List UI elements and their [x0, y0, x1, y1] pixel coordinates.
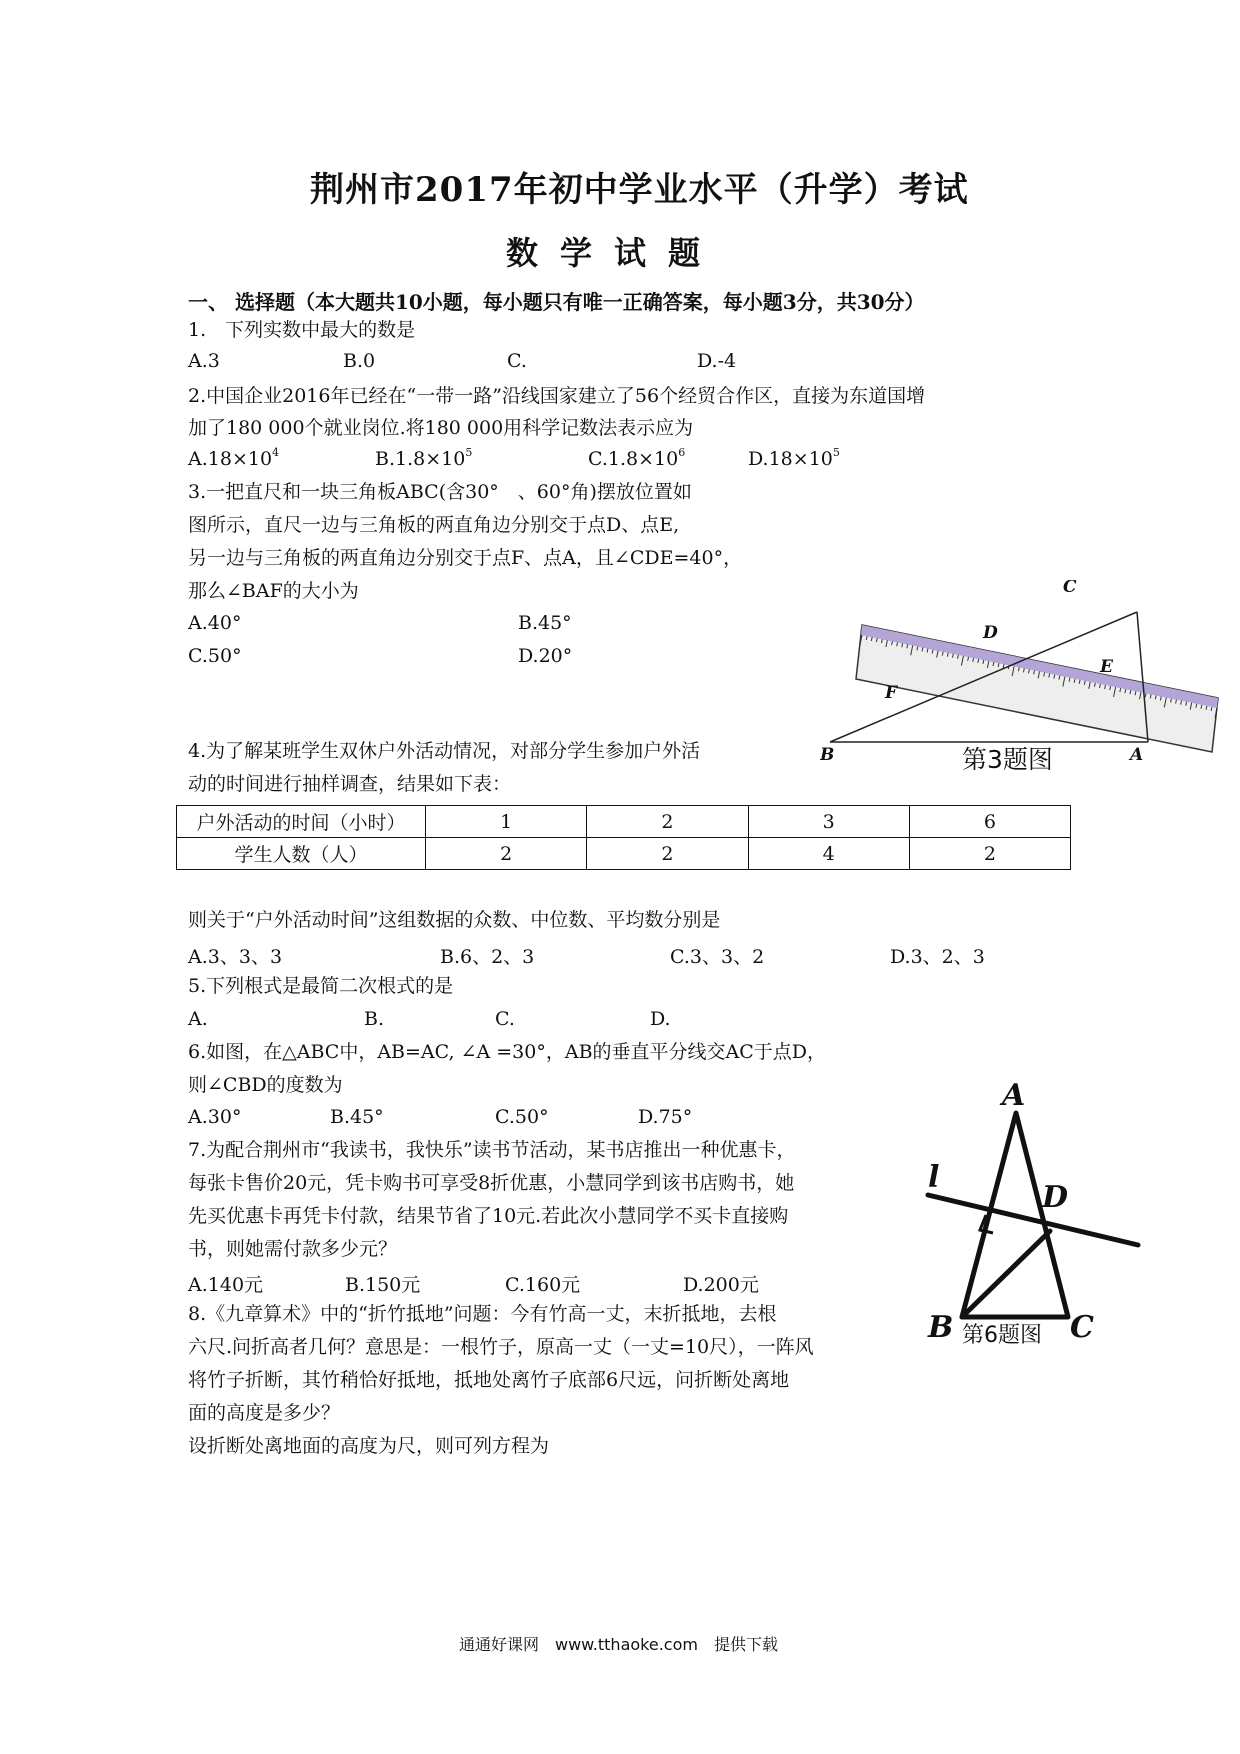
q8-line4: 面的高度是多少？	[188, 1402, 341, 1424]
table-cell: 3	[748, 806, 909, 838]
table-row	[177, 806, 1071, 838]
q3-option-c: C.50°	[188, 645, 242, 667]
q8-line2: 六尺.问折高者几何？意思是：一根竹子，原高一丈（一丈=10尺），一阵风	[188, 1336, 814, 1358]
q2-option-c: $C.1.8\times 10^6$	[588, 446, 686, 470]
q4-line3: 则关于“户外活动时间”这组数据的众数、中位数、平均数分别是	[188, 909, 721, 931]
table-cell: 6	[909, 806, 1070, 838]
q7-option-a: A.140元	[188, 1274, 264, 1296]
q1-option-d: D.-4	[697, 350, 737, 372]
q7-line1: 7.为配合荆州市“我读书，我快乐”读书节活动，某书店推出一种优惠卡，	[188, 1139, 796, 1161]
q5-option-b: B.	[364, 1008, 385, 1030]
q3-line3: 另一边与三角板的两直角边分别交于点F、点A，且∠CDE=40°，	[188, 547, 743, 569]
q5-stem: 5.下列根式是最简二次根式的是	[188, 975, 454, 997]
q5-option-d: D.	[650, 1008, 671, 1030]
q7-option-d: D.200元	[683, 1274, 759, 1296]
q4-table	[176, 805, 1071, 870]
label-c: C	[1070, 1310, 1094, 1345]
label-l: l	[928, 1160, 940, 1195]
exam-subtitle: 数学试题	[506, 234, 723, 272]
q6-option-c: C.50°	[495, 1106, 549, 1128]
q3-line2: 图所示，直尺一边与三角板的两直角边分别交于点D、点E,	[188, 514, 680, 536]
label-e: E	[1100, 657, 1113, 677]
q2-option-b: $B.1.8\times 10^5$	[375, 446, 473, 470]
q8-line1: 8.《九章算术》中的“折竹抵地”问题：今有竹高一丈，末折抵地，去根	[188, 1303, 777, 1325]
label-a: A	[1130, 745, 1144, 765]
q3-line4: 那么∠BAF的大小为	[188, 580, 359, 602]
q6-line2: 则∠CBD的度数为	[188, 1074, 343, 1096]
q6-line1: 6.如图，在△ABC中，AB=AC, ∠A =30°，AB的垂直平分线交AC于点D，	[188, 1041, 827, 1063]
line-l	[928, 1195, 1138, 1245]
label-b: B	[928, 1310, 954, 1345]
q7-option-b: B.150元	[345, 1274, 421, 1296]
q3-option-a: A.40°	[188, 612, 242, 634]
q3-line1: 3.一把直尺和一块三角板ABC(含30° 、60°角)摆放位置如	[188, 481, 692, 503]
table-cell: 学生人数（人）	[177, 838, 426, 870]
q1-stem: 1. 下列实数中最大的数是	[188, 319, 416, 341]
exam-title: 荆州市2017年初中学业水平（升学）考试	[310, 170, 969, 210]
q4-option-d: D.3、2、3	[890, 946, 985, 968]
label-d: D	[983, 623, 998, 643]
label-f: F	[885, 683, 898, 703]
q1-option-a: A.3	[188, 350, 220, 372]
label-d: D	[1042, 1180, 1069, 1215]
table-cell: 4	[748, 838, 909, 870]
q8-line5: 设折断处离地面的高度为尺，则可列方程为	[188, 1435, 550, 1457]
section-heading: 一、 选择题（本大题共10小题，每小题只有唯一正确答案，每小题3分，共30分）	[188, 290, 925, 314]
q7-line3: 先买优惠卡再凭卡付款，结果节省了10元.若此次小慧同学不买卡直接购	[188, 1205, 789, 1227]
label-a: A	[1002, 1078, 1026, 1113]
table-cell: 户外活动的时间（小时）	[177, 806, 426, 838]
q1-option-b: B.0	[343, 350, 376, 372]
q6-option-d: D.75°	[638, 1106, 693, 1128]
label-c: C	[1063, 580, 1077, 597]
q2-option-d: $D.18\times 10^5$	[748, 446, 840, 470]
table-cell: 2	[587, 806, 748, 838]
table-cell: 1	[426, 806, 587, 838]
q5-option-a: A.	[188, 1008, 208, 1030]
q1-option-c: C.	[507, 350, 527, 372]
q6-option-a: A.30°	[188, 1106, 242, 1128]
q7-option-c: C.160元	[505, 1274, 581, 1296]
q2-line2: 加了180 000个就业岗位.将180 000用科学记数法表示应为	[188, 417, 694, 439]
q7-line2: 每张卡售价20元，凭卡购书可享受8折优惠，小慧同学到该书店购书，她	[188, 1172, 795, 1194]
q3-figure-caption: 第3题图	[962, 745, 1053, 774]
q8-line3: 将竹子折断，其竹稍恰好抵地，抵地处离竹子底部6尺远，问折断处离地	[188, 1369, 790, 1391]
q2-option-a: $A.18\times 10^4$	[188, 446, 280, 470]
q4-line2: 动的时间进行抽样调查，结果如下表：	[188, 773, 512, 795]
footer-text: 通通好课网 www.tthaoke.com 提供下载	[459, 1635, 778, 1654]
table-cell: 2	[909, 838, 1070, 870]
q6-option-b: B.45°	[330, 1106, 384, 1128]
q4-line1: 4.为了解某班学生双休户外活动情况，对部分学生参加户外活	[188, 740, 701, 762]
q5-option-c: C.	[495, 1008, 515, 1030]
q3-option-d: D.20°	[518, 645, 573, 667]
table-cell: 2	[587, 838, 748, 870]
q4-option-c: C.3、3、2	[670, 946, 765, 968]
label-b: B	[820, 745, 835, 765]
ruler-shape	[856, 625, 1218, 752]
q4-option-a: A.3、3、3	[188, 946, 283, 968]
q7-line4: 书，则她需付款多少元？	[188, 1238, 398, 1260]
q4-option-b: B.6、2、3	[440, 946, 535, 968]
q3-option-b: B.45°	[518, 612, 572, 634]
q2-line1: 2.中国企业2016年已经在“一带一路”沿线国家建立了56个经贸合作区，直接为东道国增	[188, 385, 926, 407]
table-cell: 2	[426, 838, 587, 870]
q6-figure-caption: 第6题图	[962, 1323, 1042, 1348]
table-row	[177, 838, 1071, 870]
